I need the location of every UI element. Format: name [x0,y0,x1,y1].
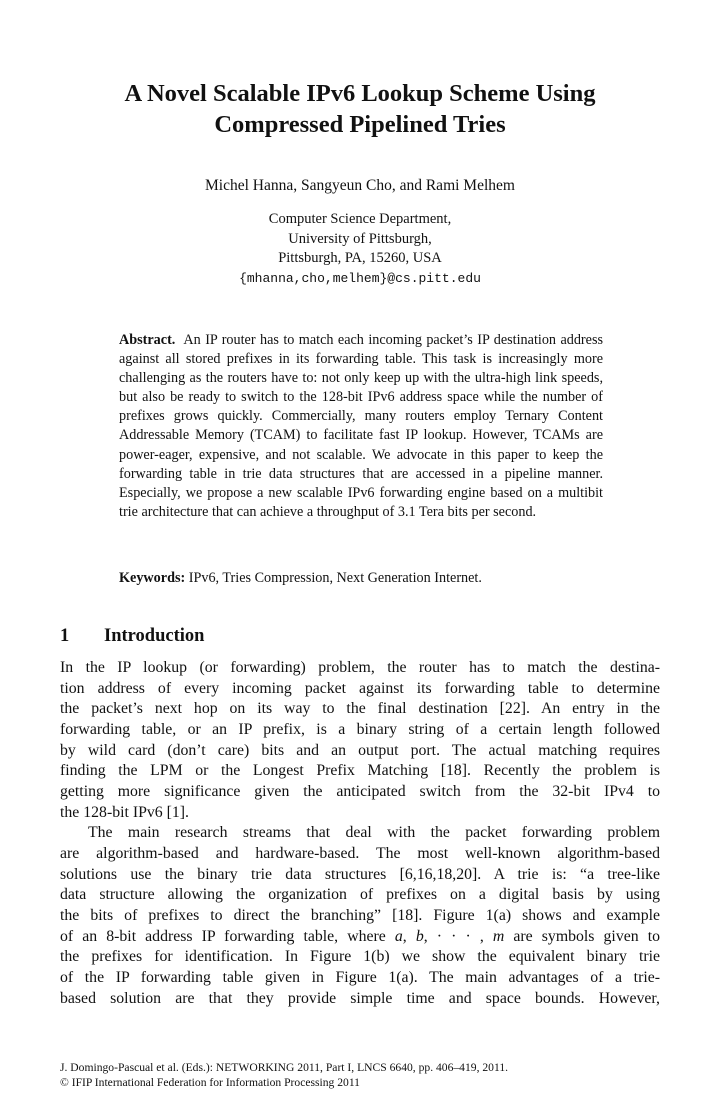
affiliation-department: Computer Science Department, [268,211,452,227]
author-email: {mhanna,cho,melhem}@cs.pitt.edu [239,270,481,286]
body-line: The main research streams that deal with the packet forwarding problem [88,824,660,842]
body-line: based solution are that they provide simple time and space bounds. However, [60,989,660,1007]
body-line: of the IP forwarding table given in Figure 1(a). The main advantages of a trie- [60,968,660,986]
body-line: solutions use the binary trie data structures [6,16,18,20]. A trie is: “a tree-like [60,865,660,883]
author-list: Michel Hanna, Sangyeun Cho, and Rami Melhem [205,177,515,194]
section-number: 1 [60,626,70,646]
body-line: forwarding table, or an IP prefix, is a binary string of a certain length followed [60,720,660,738]
citation-line: J. Domingo-Pascual et al. (Eds.): NETWORKING 2011, Part I, LNCS 6640, pp. 406–419, 2011. [60,1061,509,1074]
section-heading [60,624,204,648]
affiliation-university: University of Pittsburgh, [288,230,432,247]
body-text-fragment: are symbols given to [513,927,661,945]
body-line: by wild card (don’t care) bits and an output port. The actual matching requires [60,741,660,759]
affiliation-block [60,210,660,288]
paper-title: A Novel Scalable IPv6 Lookup Scheme Using Compressed Pipelined Tries [124,80,596,138]
copyright-line: © IFIP International Federation for Information Processing 2011 [60,1076,360,1089]
symbol-b: b [415,927,424,945]
body-line [60,927,660,948]
body-line: finding the LPM or the Longest Prefix Matching [18]. Recently the problem is [60,762,660,780]
body-line: the packet’s next hop on its way to the final destination [22]. An entry in the [60,700,660,718]
abstract-paragraph [119,331,603,522]
body-line: the bits of prefixes to direct the branching” [18]. Figure 1(a) shows and example [60,906,660,924]
keywords-label: Keywords: [119,570,186,586]
abstract-label: Abstract. [119,332,176,348]
section-title: Introduction [104,626,205,646]
body-line: data structure allowing the organization of prefixes on a digital basis by using [60,886,660,904]
body-line: the prefixes for identification. In Figure 1(b) we show the equivalent binary trie [60,948,660,966]
keywords-text: IPv6, Tries Compression, Next Generation Internet. [188,570,482,586]
body-line: tion address of every incoming packet against its forwarding table to determine [60,679,660,697]
symbol-m: m [492,927,505,945]
body-text-fragment: of an 8-bit address IP forwarding table, where [60,927,386,945]
keywords-paragraph [119,569,603,588]
introduction-body [60,658,660,1009]
copyright-footer [60,1060,680,1090]
body-line: In the IP lookup (or forwarding) problem, the router has to match the destina- [60,659,660,676]
body-line: getting more significance given the anticipated switch from the 32-bit IPv4 to [60,782,660,800]
abstract-text: An IP router has to match each incoming packet’s IP destination address against all stored prefixes in its forwarding table. This task is increasingly more challenging as the routers have to: not only keep up with the ultra-high link speeds, but also be ready to switch to the 128-bit IPv6 address space while the number of prefixes grows quickly. Commercially, many routers employ Ternary Content Addressable Memory (TCAM) to facilitate fast IP lookup. However, TCAMs are power-eager, expensive, and not scalable. We advocate in this paper to keep the forwarding table in trie data structures that are accessed in a pipeline manner. Especially, we propose a new scalable IPv6 forwarding engine based on a multibit trie architecture that can achieve a throughput of 3.1 Tera bits per second. [119,332,603,520]
symbol-a: a [394,927,403,945]
body-line: the 128-bit IPv6 [1]. [60,803,189,821]
affiliation-city: Pittsburgh, PA, 15260, USA [278,250,442,266]
body-text-fragment: , [402,927,407,945]
body-text-fragment: , · · · , [423,927,484,945]
body-line: are algorithm-based and hardware-based. The most well-known algorithm-based [60,844,660,862]
